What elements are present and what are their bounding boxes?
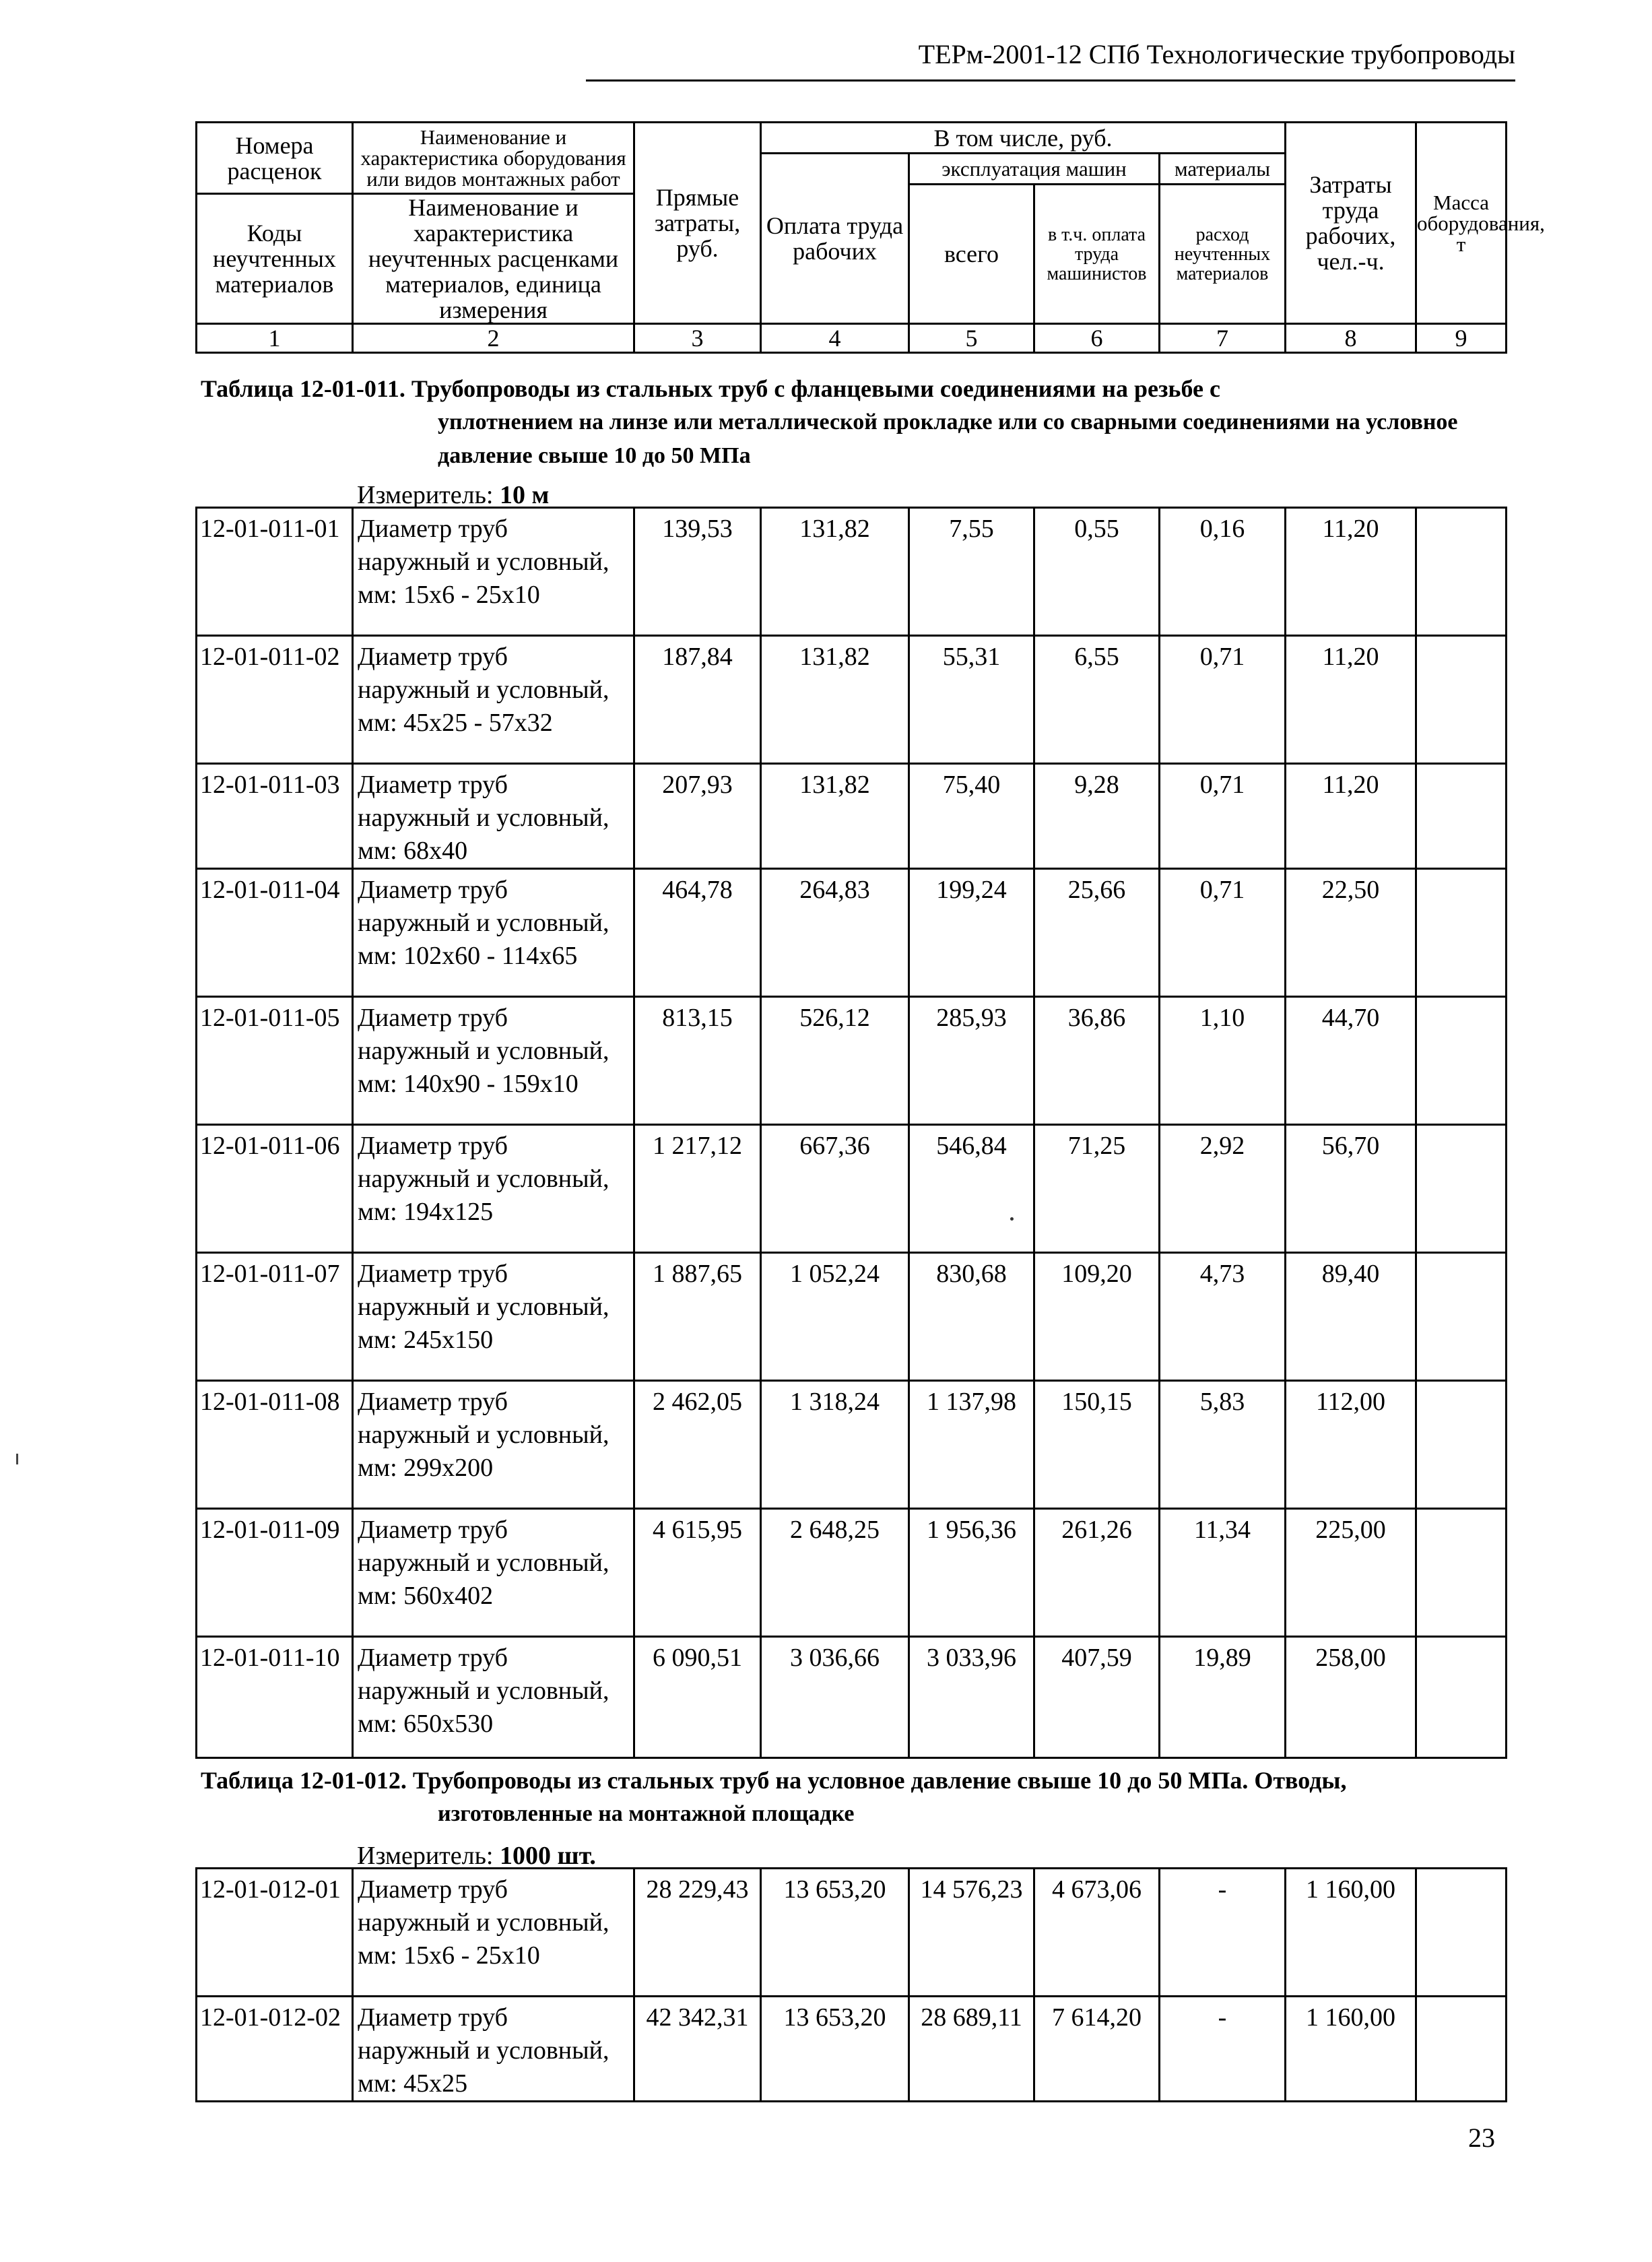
labor-hours-cell: 44,70 xyxy=(1286,997,1416,1125)
work-name-line: мм: 194x125 xyxy=(358,1198,494,1226)
material-usage-cell: 0,71 xyxy=(1160,764,1286,869)
table-row xyxy=(197,1509,1507,1637)
table-row xyxy=(197,508,1507,636)
mass-cell xyxy=(1416,1381,1507,1509)
material-usage-cell: 0,71 xyxy=(1160,869,1286,997)
labor-hours-cell: 22,50 xyxy=(1286,869,1416,997)
work-name-cell xyxy=(353,1637,634,1758)
material-usage-cell: 0,71 xyxy=(1160,636,1286,764)
column-header-table xyxy=(195,121,1545,354)
work-name-line: Диаметр труб xyxy=(358,2003,508,2032)
rate-code-cell: 12-01-012-02 xyxy=(197,1997,353,2102)
machines-total-cell: 830,68 xyxy=(909,1253,1034,1381)
header-divider xyxy=(586,79,1515,82)
rate-code-cell: 12-01-011-07 xyxy=(197,1253,353,1381)
mass-cell xyxy=(1416,1253,1507,1381)
work-name-line: мм: 140x90 - 159x10 xyxy=(358,1070,579,1098)
work-name-line: наружный и условный, xyxy=(358,548,609,576)
worker-pay-cell: 667,36 xyxy=(761,1125,909,1253)
col-header-group: В том числе, руб. xyxy=(761,123,1286,154)
margin-mark xyxy=(16,1454,18,1464)
worker-pay-cell: 131,82 xyxy=(761,636,909,764)
labor-hours-cell: 11,20 xyxy=(1286,764,1416,869)
work-name-line: наружный и условный, xyxy=(358,1677,609,1705)
direct-costs-cell: 28 229,43 xyxy=(634,1869,761,1997)
table-row xyxy=(197,1381,1507,1509)
work-name-cell xyxy=(353,508,634,636)
labor-hours-cell: 1 160,00 xyxy=(1286,1997,1416,2102)
col-number: 9 xyxy=(1416,324,1507,353)
labor-hours-cell: 89,40 xyxy=(1286,1253,1416,1381)
worker-pay-cell: 13 653,20 xyxy=(761,1869,909,1997)
table-012-caption xyxy=(201,1764,1507,1831)
work-name-line: наружный и условный, xyxy=(358,1165,609,1193)
table-012-caption-rest: изготовленные на монтажной площадке xyxy=(438,1801,855,1826)
mass-cell xyxy=(1416,636,1507,764)
machinist-pay-cell: 7 614,20 xyxy=(1034,1997,1160,2102)
table-row xyxy=(197,1869,1507,1997)
work-name-line: Диаметр труб xyxy=(358,1875,508,1904)
work-name-line: Диаметр труб xyxy=(358,643,508,671)
worker-pay-cell: 264,83 xyxy=(761,869,909,997)
col-header-material-usage: расход неучтенных материалов xyxy=(1160,185,1286,324)
col-header-name: Наименование и характеристика оборудования или видов монтажных работ xyxy=(353,123,634,194)
work-name-line: наружный и условный, xyxy=(358,804,609,832)
mass-cell xyxy=(1416,1997,1507,2102)
col-header-codes: Номера расценок xyxy=(197,123,353,194)
table-012-measure xyxy=(357,1842,596,1869)
work-name-line: мм: 15x6 - 25x10 xyxy=(358,581,540,609)
work-name-line: Диаметр труб xyxy=(358,876,508,904)
material-usage-cell: 2,92 xyxy=(1160,1125,1286,1253)
work-name-line: наружный и условный, xyxy=(358,1908,609,1937)
machinist-pay-cell: 0,55 xyxy=(1034,508,1160,636)
direct-costs-cell: 464,78 xyxy=(634,869,761,997)
work-name-line: мм: 68x40 xyxy=(358,837,468,865)
work-name-line: наружный и условный, xyxy=(358,1037,609,1065)
material-usage-cell: 0,16 xyxy=(1160,508,1286,636)
material-usage-cell: - xyxy=(1160,1997,1286,2102)
worker-pay-cell: 2 648,25 xyxy=(761,1509,909,1637)
work-name-line: Диаметр труб xyxy=(358,1516,508,1544)
table-012 xyxy=(195,1867,1507,2102)
work-name-line: Диаметр труб xyxy=(358,1132,508,1160)
table-row xyxy=(197,997,1507,1125)
material-usage-cell: 11,34 xyxy=(1160,1509,1286,1637)
rate-code-cell: 12-01-011-06 xyxy=(197,1125,353,1253)
machinist-pay-cell: 25,66 xyxy=(1034,869,1160,997)
work-name-line: мм: 560x402 xyxy=(358,1582,494,1610)
mass-cell xyxy=(1416,1509,1507,1637)
work-name-line: мм: 45x25 - 57x32 xyxy=(358,709,553,737)
mass-cell xyxy=(1416,1637,1507,1758)
col-number: 4 xyxy=(761,324,909,353)
material-usage-cell: 19,89 xyxy=(1160,1637,1286,1758)
col-number: 1 xyxy=(197,324,353,353)
direct-costs-cell: 2 462,05 xyxy=(634,1381,761,1509)
direct-costs-cell: 813,15 xyxy=(634,997,761,1125)
labor-hours-cell: 11,20 xyxy=(1286,508,1416,636)
scan-speck xyxy=(1010,1217,1014,1221)
col-header-mass: Масса оборудования, т xyxy=(1416,123,1507,324)
rate-code-cell: 12-01-011-02 xyxy=(197,636,353,764)
mass-cell xyxy=(1416,508,1507,636)
work-name-line: Диаметр труб xyxy=(358,1388,508,1416)
col-header-material-name: Наименование и характеристика неучтенных расценками материалов, единица измерения xyxy=(353,194,634,324)
table-011-caption xyxy=(201,372,1507,473)
col-number: 3 xyxy=(634,324,761,353)
labor-hours-cell: 112,00 xyxy=(1286,1381,1416,1509)
direct-costs-cell: 207,93 xyxy=(634,764,761,869)
machines-total-cell: 199,24 xyxy=(909,869,1034,997)
machinist-pay-cell: 6,55 xyxy=(1034,636,1160,764)
work-name-cell xyxy=(353,1509,634,1637)
work-name-cell xyxy=(353,1125,634,1253)
machines-total-cell: 14 576,23 xyxy=(909,1869,1034,1997)
direct-costs-cell: 187,84 xyxy=(634,636,761,764)
machinist-pay-cell: 71,25 xyxy=(1034,1125,1160,1253)
worker-pay-cell: 131,82 xyxy=(761,508,909,636)
measure-label: Измеритель: xyxy=(357,481,494,509)
table-011-caption-lead: Таблица 12-01-011. Трубопроводы из стальных труб с фланцевыми соединениями на резьбе с xyxy=(201,375,1220,402)
machinist-pay-cell: 9,28 xyxy=(1034,764,1160,869)
col-number: 2 xyxy=(353,324,634,353)
mass-cell xyxy=(1416,1869,1507,1997)
machinist-pay-cell: 4 673,06 xyxy=(1034,1869,1160,1997)
measure-label: Измеритель: xyxy=(357,1842,494,1870)
work-name-cell xyxy=(353,1869,634,1997)
machinist-pay-cell: 407,59 xyxy=(1034,1637,1160,1758)
work-name-line: мм: 650x530 xyxy=(358,1710,494,1738)
work-name-cell xyxy=(353,869,634,997)
rate-code-cell: 12-01-012-01 xyxy=(197,1869,353,1997)
work-name-cell xyxy=(353,1253,634,1381)
measure-value: 10 м xyxy=(500,481,550,509)
work-name-line: мм: 45x25 xyxy=(358,2069,468,2098)
direct-costs-cell: 1 887,65 xyxy=(634,1253,761,1381)
work-name-line: мм: 102x60 - 114x65 xyxy=(358,942,578,970)
col-header-labor-hours: Затраты труда рабочих, чел.-ч. xyxy=(1286,123,1416,324)
rate-code-cell: 12-01-011-03 xyxy=(197,764,353,869)
work-name-cell xyxy=(353,1997,634,2102)
work-name-line: наружный и условный, xyxy=(358,676,609,704)
machinist-pay-cell: 150,15 xyxy=(1034,1381,1160,1509)
mass-cell xyxy=(1416,997,1507,1125)
mass-cell xyxy=(1416,1125,1507,1253)
machines-total-cell: 1 956,36 xyxy=(909,1509,1034,1637)
direct-costs-cell: 1 217,12 xyxy=(634,1125,761,1253)
page-header: ТЕРм-2001-12 СПб Технологические трубопроводы xyxy=(918,39,1515,69)
col-header-machines: эксплуатация машин xyxy=(909,154,1160,185)
work-name-cell xyxy=(353,764,634,869)
machinist-pay-cell: 109,20 xyxy=(1034,1253,1160,1381)
work-name-line: наружный и условный, xyxy=(358,1421,609,1449)
table-011-caption-rest: уплотнением на линзе или металлической прокладке или со сварными соединениями на условное давление свыше 10 до 50 МПа xyxy=(438,410,1458,468)
labor-hours-cell: 1 160,00 xyxy=(1286,1869,1416,1997)
col-header-worker-pay: Оплата труда рабочих xyxy=(761,154,909,324)
work-name-line: мм: 245x150 xyxy=(358,1326,494,1354)
machines-total-cell: 55,31 xyxy=(909,636,1034,764)
machinist-pay-cell: 261,26 xyxy=(1034,1509,1160,1637)
col-header-direct-costs: Прямые затраты, руб. xyxy=(634,123,761,324)
table-row xyxy=(197,1637,1507,1758)
table-row xyxy=(197,764,1507,869)
labor-hours-cell: 11,20 xyxy=(1286,636,1416,764)
table-011 xyxy=(195,507,1507,1759)
col-header-machines-total: всего xyxy=(909,185,1034,324)
work-name-line: мм: 299x200 xyxy=(358,1454,494,1482)
work-name-cell xyxy=(353,636,634,764)
direct-costs-cell: 4 615,95 xyxy=(634,1509,761,1637)
work-name-line: Диаметр труб xyxy=(358,1644,508,1672)
machines-total-cell: 285,93 xyxy=(909,997,1034,1125)
table-row xyxy=(197,1997,1507,2102)
work-name-line: наружный и условный, xyxy=(358,1293,609,1321)
table-row xyxy=(197,1253,1507,1381)
work-name-line: наружный и условный, xyxy=(358,909,609,937)
work-name-line: Диаметр труб xyxy=(358,771,508,799)
machines-total-cell: 75,40 xyxy=(909,764,1034,869)
col-header-materials: материалы xyxy=(1160,154,1286,185)
direct-costs-cell: 6 090,51 xyxy=(634,1637,761,1758)
labor-hours-cell: 258,00 xyxy=(1286,1637,1416,1758)
col-number: 5 xyxy=(909,324,1034,353)
col-header-material-codes: Коды неучтенных материалов xyxy=(197,194,353,324)
table-row xyxy=(197,1125,1507,1253)
machines-total-cell: 7,55 xyxy=(909,508,1034,636)
rate-code-cell: 12-01-011-10 xyxy=(197,1637,353,1758)
worker-pay-cell: 526,12 xyxy=(761,997,909,1125)
material-usage-cell: 5,83 xyxy=(1160,1381,1286,1509)
col-number: 7 xyxy=(1160,324,1286,353)
rate-code-cell: 12-01-011-08 xyxy=(197,1381,353,1509)
machines-total-cell: 28 689,11 xyxy=(909,1997,1034,2102)
material-usage-cell: 4,73 xyxy=(1160,1253,1286,1381)
rate-code-cell: 12-01-011-09 xyxy=(197,1509,353,1637)
worker-pay-cell: 13 653,20 xyxy=(761,1997,909,2102)
work-name-cell xyxy=(353,997,634,1125)
worker-pay-cell: 1 052,24 xyxy=(761,1253,909,1381)
table-011-measure xyxy=(357,482,549,509)
page-number: 23 xyxy=(1468,2123,1495,2153)
work-name-cell xyxy=(353,1381,634,1509)
rate-code-cell: 12-01-011-04 xyxy=(197,869,353,997)
rate-code-cell: 12-01-011-05 xyxy=(197,997,353,1125)
labor-hours-cell: 225,00 xyxy=(1286,1509,1416,1637)
table-row xyxy=(197,869,1507,997)
table-row xyxy=(197,636,1507,764)
worker-pay-cell: 3 036,66 xyxy=(761,1637,909,1758)
direct-costs-cell: 139,53 xyxy=(634,508,761,636)
col-number: 6 xyxy=(1034,324,1160,353)
machines-total-cell: 546,84 xyxy=(909,1125,1034,1253)
mass-cell xyxy=(1416,869,1507,997)
work-name-line: Диаметр труб xyxy=(358,1260,508,1288)
labor-hours-cell: 56,70 xyxy=(1286,1125,1416,1253)
machines-total-cell: 1 137,98 xyxy=(909,1381,1034,1509)
col-header-machinist-pay: в т.ч. оплата труда машинистов xyxy=(1034,185,1160,324)
work-name-line: мм: 15x6 - 25x10 xyxy=(358,1941,540,1970)
work-name-line: Диаметр труб xyxy=(358,515,508,543)
machines-total-cell: 3 033,96 xyxy=(909,1637,1034,1758)
table-012-caption-lead: Таблица 12-01-012. Трубопроводы из стальных труб на условное давление свыше 10 до 50 МПа. Отводы, xyxy=(201,1767,1347,1794)
work-name-line: наружный и условный, xyxy=(358,1549,609,1577)
mass-cell xyxy=(1416,764,1507,869)
worker-pay-cell: 1 318,24 xyxy=(761,1381,909,1509)
machinist-pay-cell: 36,86 xyxy=(1034,997,1160,1125)
measure-value: 1000 шт. xyxy=(500,1842,596,1870)
work-name-line: наружный и условный, xyxy=(358,2036,609,2065)
material-usage-cell: - xyxy=(1160,1869,1286,1997)
rate-code-cell: 12-01-011-01 xyxy=(197,508,353,636)
direct-costs-cell: 42 342,31 xyxy=(634,1997,761,2102)
col-number: 8 xyxy=(1286,324,1416,353)
worker-pay-cell: 131,82 xyxy=(761,764,909,869)
work-name-line: Диаметр труб xyxy=(358,1004,508,1032)
material-usage-cell: 1,10 xyxy=(1160,997,1286,1125)
